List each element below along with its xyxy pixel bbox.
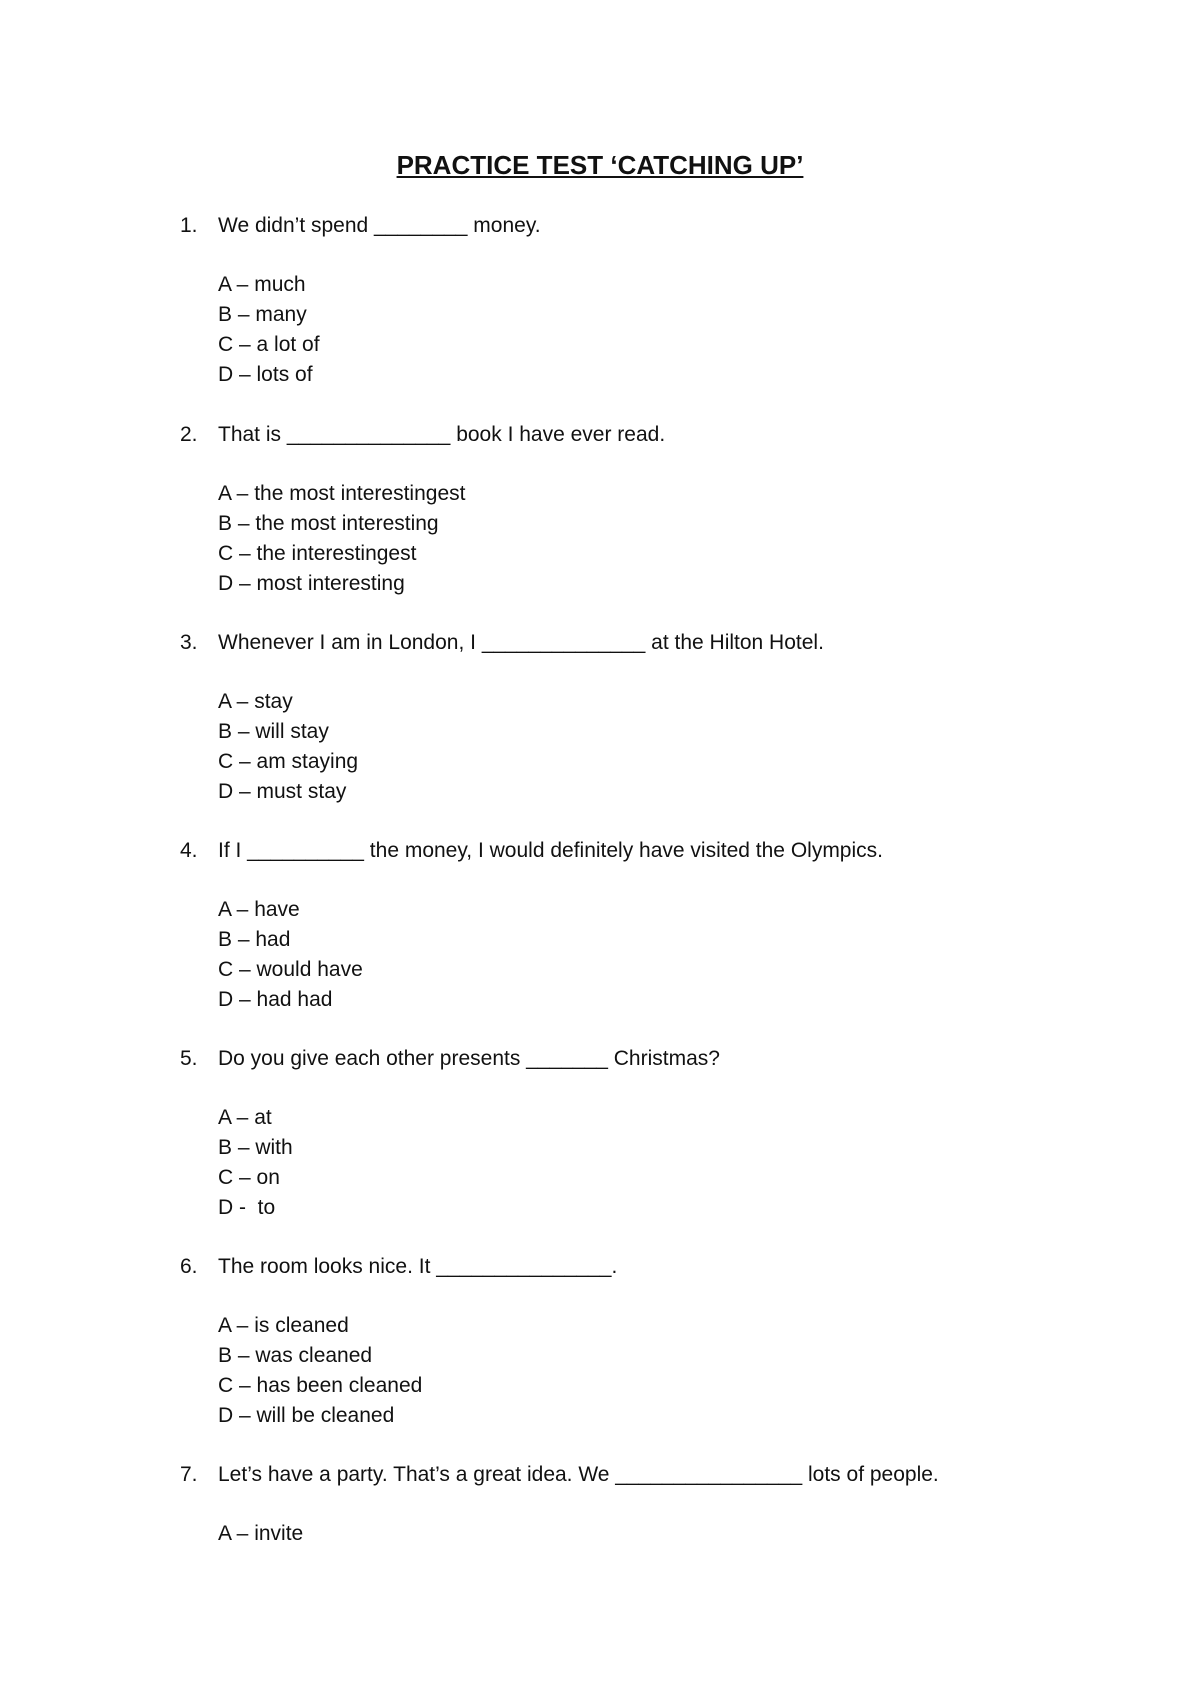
option-c: C – on	[218, 1166, 280, 1189]
option-d: D – most interesting	[218, 572, 405, 595]
option-list	[180, 1311, 1060, 1431]
question-prompt	[180, 836, 1060, 866]
option-b: B – with	[218, 1136, 293, 1159]
option-a: A – the most interestingest	[218, 482, 466, 505]
option-c: C – would have	[218, 958, 363, 981]
option-d: D – must stay	[218, 780, 347, 803]
question-number: 7.	[180, 1463, 198, 1486]
question-number: 3.	[180, 631, 198, 654]
question-3	[180, 628, 1060, 807]
option-c: C – a lot of	[218, 333, 320, 356]
question-prompt	[180, 1460, 1060, 1490]
question-number: 1.	[180, 214, 198, 237]
option-a: A – at	[218, 1106, 272, 1129]
option-a: A – is cleaned	[218, 1314, 349, 1337]
question-number: 4.	[180, 839, 198, 862]
option-c: C – has been cleaned	[218, 1374, 423, 1397]
question-prompt	[180, 1044, 1060, 1074]
question-1	[180, 211, 1060, 390]
question-5	[180, 1044, 1060, 1223]
question-text: That is ______________ book I have ever read.	[218, 423, 666, 446]
option-a: A – have	[218, 898, 300, 921]
question-text: Do you give each other presents _______ Christmas?	[218, 1047, 720, 1070]
option-b: B – had	[218, 928, 291, 951]
option-b: B – the most interesting	[218, 512, 439, 535]
question-number: 5.	[180, 1047, 198, 1070]
question-4	[180, 836, 1060, 1015]
question-prompt	[180, 628, 1060, 658]
question-number: 6.	[180, 1255, 198, 1278]
option-b: B – will stay	[218, 720, 329, 743]
option-a: A – stay	[218, 690, 293, 713]
question-2	[180, 420, 1060, 599]
option-list	[180, 479, 1060, 599]
option-d: D – lots of	[218, 363, 313, 386]
option-a: A – invite	[218, 1522, 304, 1545]
question-6	[180, 1252, 1060, 1431]
question-text: The room looks nice. It _______________.	[218, 1255, 618, 1278]
question-number: 2.	[180, 423, 198, 446]
option-list	[180, 687, 1060, 807]
question-prompt	[180, 211, 1060, 241]
option-d: D – will be cleaned	[218, 1404, 395, 1427]
question-text: We didn’t spend ________ money.	[218, 214, 541, 237]
option-b: B – many	[218, 303, 307, 326]
question-text: Let’s have a party. That’s a great idea. We ________________ lots of people.	[218, 1463, 939, 1486]
option-list	[180, 895, 1060, 1015]
option-list	[180, 1103, 1060, 1223]
option-b: B – was cleaned	[218, 1344, 373, 1367]
option-list	[180, 1519, 1060, 1549]
question-prompt	[180, 420, 1060, 450]
page-title: PRACTICE TEST ‘CATCHING UP’	[396, 150, 804, 180]
question-prompt	[180, 1252, 1060, 1282]
question-7	[180, 1460, 1060, 1549]
option-c: C – am staying	[218, 750, 359, 773]
option-list	[180, 270, 1060, 390]
question-text: If I __________ the money, I would definitely have visited the Olympics.	[218, 839, 883, 862]
option-c: C – the interestingest	[218, 542, 417, 565]
option-d: D – had had	[218, 988, 333, 1011]
question-text: Whenever I am in London, I ______________ at the Hilton Hotel.	[218, 631, 824, 654]
option-a: A – much	[218, 273, 306, 296]
option-d: D - to	[218, 1196, 276, 1219]
